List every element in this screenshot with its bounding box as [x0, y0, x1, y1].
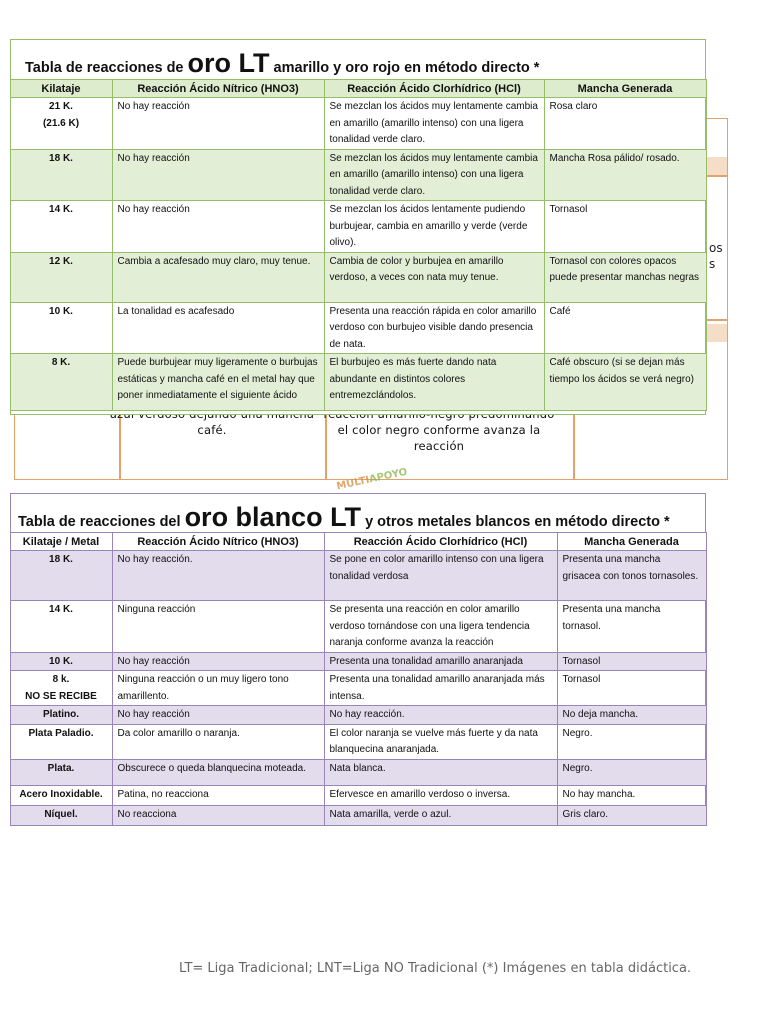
cell-hcl: Efervesce en amarillo verdoso o inversa. [324, 785, 557, 805]
table-row [10, 551, 706, 601]
cell-hno3: No hay reacción [112, 201, 324, 253]
header-hcl: Reacción Ácido Clorhídrico (HCl) [324, 533, 557, 551]
cell-hcl: El color naranja se vuelve más fuerte y da nata blanquecina anaranjada. [324, 724, 557, 759]
table-row [10, 805, 706, 825]
header-kilataje-metal: Kilataje / Metal [10, 533, 112, 551]
cell-hcl: Nata amarilla, verde o azul. [324, 805, 557, 825]
cell-mancha: Café [544, 302, 706, 354]
cell-kilataje: Plata Paladio. [10, 724, 112, 759]
cell-mancha: Negro. [557, 759, 706, 785]
background-fragment: os [709, 241, 723, 255]
cell-kilataje: 8 K. [10, 354, 112, 411]
cell-hcl: Cambia de color y burbujea en amarillo verdoso, a veces con nata muy tenue. [324, 252, 544, 302]
cell-hcl: Se pone en color amarillo intenso con una ligera tonalidad verdosa [324, 551, 557, 601]
cell-kilataje: 14 K. [10, 601, 112, 653]
cell-kilataje: 10 K. [10, 652, 112, 671]
cell-kilataje: Acero Inoxidable. [10, 785, 112, 805]
cell-hno3: La tonalidad es acafesado [112, 302, 324, 354]
table-header-row [10, 80, 706, 98]
cell-kilataje: 8 k. NO SE RECIBE [10, 671, 112, 706]
cell-mancha: No hay mancha. [557, 785, 706, 805]
background-fragment: s [709, 257, 716, 271]
cell-hno3: Ninguna reacción [112, 601, 324, 653]
header-hno3: Reacción Ácido Nítrico (HNO3) [112, 80, 324, 98]
table-row [10, 706, 706, 725]
table-row [10, 671, 706, 706]
white-gold-reactions-table [10, 493, 706, 824]
cell-mancha: Tornasol [557, 652, 706, 671]
background-hcl-text: el color negro conforme avanza la reacción [337, 423, 541, 453]
header-mancha: Mancha Generada [544, 80, 706, 98]
table-row [10, 601, 706, 653]
header-kilataje: Kilataje [10, 80, 112, 98]
cell-mancha: Gris claro. [557, 805, 706, 825]
cell-hcl: Se mezclan los ácidos muy lentamente cambia en amarillo (amarillo intenso) con una ligera tonalidad verde claro. [324, 98, 544, 150]
footnote: LT= Liga Tradicional; LNT=Liga NO Tradicional (*) Imágenes en tabla didáctica. [179, 961, 692, 976]
cell-hcl: El burbujeo es más fuerte dando nata abundante en distintos colores entremezclándolos. [324, 354, 544, 411]
cell-hno3: No hay reacción. [112, 551, 324, 601]
gold-reactions-table [10, 39, 706, 415]
header-mancha: Mancha Generada [557, 533, 706, 551]
cell-hno3: Obscurece o queda blanquecina moteada. [112, 759, 324, 785]
table-row [10, 302, 706, 354]
cell-mancha: Rosa claro [544, 98, 706, 150]
cell-hcl: Nata blanca. [324, 759, 557, 785]
cell-hcl: Presenta una tonalidad amarillo anaranjada [324, 652, 557, 671]
cell-hno3: Cambia a acafesado muy claro, muy tenue. [112, 252, 324, 302]
cell-hno3: No hay reacción [112, 706, 324, 725]
cell-hno3: No hay reacción [112, 98, 324, 150]
table-row [10, 252, 706, 302]
cell-hno3: Puede burbujear muy ligeramente o burbujas estáticas y mancha café en el metal hay que poner inmediatamente el siguiente ácido [112, 354, 324, 411]
cell-mancha: Mancha Rosa pálido/ rosado. [544, 149, 706, 201]
cell-hno3: Patina, no reacciona [112, 785, 324, 805]
watermark-logo: MULTIAPOYO [335, 466, 409, 493]
table-row [10, 354, 706, 411]
cell-hcl: No hay reacción. [324, 706, 557, 725]
cell-kilataje: 21 K. (21.6 K) [10, 98, 112, 150]
cell-kilataje: 18 K. [10, 149, 112, 201]
cell-mancha: Negro. [557, 724, 706, 759]
table-row [10, 149, 706, 201]
header-hno3: Reacción Ácido Nítrico (HNO3) [112, 533, 324, 551]
cell-kilataje: 14 K. [10, 201, 112, 253]
cell-hno3: No reacciona [112, 805, 324, 825]
cell-hno3: Ninguna reacción o un muy ligero tono amarillento. [112, 671, 324, 706]
cell-hcl: Presenta una tonalidad amarillo anaranjada más intensa. [324, 671, 557, 706]
cell-hno3: No hay reacción [112, 149, 324, 201]
cell-hno3: Da color amarillo o naranja. [112, 724, 324, 759]
white-table-title: Tabla de reacciones del oro blanco LT y otros metales blancos en método directo * [18, 502, 670, 532]
cell-mancha: No deja mancha. [557, 706, 706, 725]
cell-hcl: Se mezclan los ácidos muy lentamente cambia en amarillo (amarillo intenso) con una ligera tonalidad verde claro. [324, 149, 544, 201]
cell-mancha: Café obscuro (si se dejan más tiempo los ácidos se verá negro) [544, 354, 706, 411]
background-hno3-text: café. [197, 423, 227, 437]
table-header-row [10, 533, 706, 551]
cell-hno3: No hay reacción [112, 652, 324, 671]
header-hcl: Reacción Ácido Clorhídrico (HCl) [324, 80, 544, 98]
cell-kilataje: 18 K. [10, 551, 112, 601]
cell-mancha: Tornasol [557, 671, 706, 706]
cell-kilataje: Plata. [10, 759, 112, 785]
cell-mancha: Presenta una mancha grisacea con tonos tornasoles. [557, 551, 706, 601]
table-row [10, 759, 706, 785]
table-row [10, 98, 706, 150]
table-row [10, 201, 706, 253]
table-row [10, 724, 706, 759]
cell-kilataje: Platino. [10, 706, 112, 725]
gold-table-title: Tabla de reacciones de oro LT amarillo y oro rojo en método directo * [25, 48, 540, 78]
cell-kilataje: 12 K. [10, 252, 112, 302]
cell-kilataje: 10 K. [10, 302, 112, 354]
cell-mancha: Tornasol [544, 201, 706, 253]
table-row [10, 785, 706, 805]
cell-hcl: Se presenta una reacción en color amarillo verdoso tornándose con una ligera tendencia naranja conforme avanza la reacción [324, 601, 557, 653]
cell-hcl: Presenta una reacción rápida en color amarillo verdoso con burbujeo visible dando presencia de nata. [324, 302, 544, 354]
cell-kilataje: Níquel. [10, 805, 112, 825]
cell-mancha: Tornasol con colores opacos puede presentar manchas negras [544, 252, 706, 302]
table-row [10, 652, 706, 671]
cell-hcl: Se mezclan los ácidos lentamente pudiendo burbujear, cambia en amarillo y verde (verde olivo). [324, 201, 544, 253]
cell-mancha: Presenta una mancha tornasol. [557, 601, 706, 653]
gold-table [10, 79, 707, 411]
white-table [10, 532, 707, 826]
